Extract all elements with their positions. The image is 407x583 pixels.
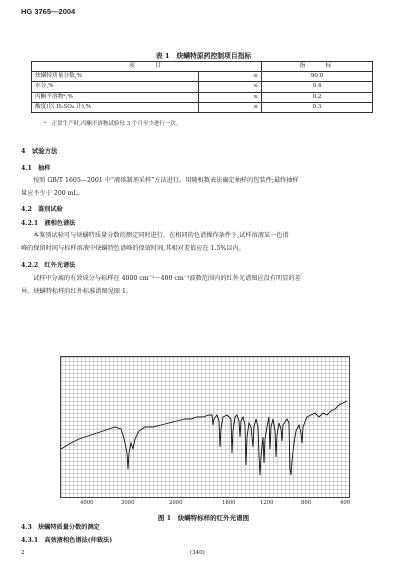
section-4-1-text-line2: 量应不少于 200 mL。	[21, 190, 84, 197]
table-row	[32, 92, 373, 102]
x-tick-label: 3000	[121, 500, 135, 506]
section-4-2-2-text-line2: 异。炔螨特标样的红外标准谱图见图 1。	[21, 288, 133, 295]
x-tick-label: 400	[340, 500, 351, 506]
table-header-row	[32, 62, 373, 72]
section-4-3-1-heading: 4.3.1 高效液相色谱法(仲裁法)	[21, 537, 113, 544]
row-operator: ≤	[199, 82, 262, 92]
section-4-2-1-text-line1: 本鉴别试验可与炔螨特质量分数的测定同时进行。在相同的色谱操作条件下,试样溶液某一色谱	[33, 232, 289, 239]
table-row	[32, 102, 373, 112]
row-value: 90.0	[262, 72, 373, 82]
row-value: 0.3	[262, 102, 373, 112]
ir-spectrum-trace	[61, 401, 347, 475]
section-4-1-text-line1: 按照 GB/T 1605—2001 中“液体制剂采样”方法进行。用随机数表法确定抽样的包装件;最终抽样	[33, 177, 299, 184]
section-4-2-1-heading: 4.2.1 液相色谱法	[21, 220, 76, 227]
x-tick-label: 1600	[222, 500, 236, 506]
table-row	[32, 82, 373, 92]
row-item: 炔螨特质量分数,%	[32, 72, 199, 82]
section-4-2-2-text-line1: 试样中分离的有效成分与标样在 4000 cm⁻¹～400 cm⁻¹波数范围内的红外光谱图应没有明显的差	[33, 275, 301, 282]
section-4-2-heading: 4.2 鉴别试验	[21, 206, 63, 213]
row-item: 酸度(以 H₂SO₄ 计),%	[32, 102, 199, 112]
row-operator: ≤	[199, 102, 262, 112]
table-header-item: 项 目	[32, 62, 262, 72]
row-item: 丙酮不溶物ᵃ,%	[32, 92, 199, 102]
row-value: 0.4	[262, 82, 373, 92]
page-number: 2	[21, 550, 25, 556]
table-row	[32, 72, 373, 82]
ir-spectrum-plot	[61, 357, 349, 497]
table-title: 表 1 炔螨特原药控制项目指标	[155, 52, 252, 60]
x-tick-label: 800	[301, 500, 312, 506]
section-4-3-heading: 4.3 炔螨特质量分数的测定	[21, 524, 100, 531]
x-tick-label: 1200	[260, 500, 274, 506]
figure-caption: 图 1 炔螨特标样的红外光谱图	[157, 514, 250, 522]
table-header-value: 指 标	[262, 62, 373, 72]
row-operator: ≤	[199, 92, 262, 102]
table-footnote: ᵃ 正常生产时,丙酮不溶物试验每 3 个月至少进行一次。	[44, 121, 182, 127]
ir-spectrum-graph	[60, 356, 350, 498]
spec-table	[31, 61, 373, 113]
row-operator: ≥	[199, 72, 262, 82]
section-4-heading: 4 试验方法	[21, 147, 58, 155]
section-4-2-1-text-line2: 峰的保留时间与标样溶液中炔螨特色谱峰的保留时间,其相对差值应在 1.5%以内。	[21, 245, 245, 252]
total-page-number: (340)	[190, 550, 205, 556]
x-tick-label: 2000	[169, 500, 183, 506]
row-item: 水分,%	[32, 82, 199, 92]
row-value: 0.2	[262, 92, 373, 102]
standard-number: HG 3765—2004	[21, 7, 76, 16]
section-4-2-2-heading: 4.2.2 红外光谱法	[21, 262, 76, 269]
x-tick-label: 4000	[80, 500, 94, 506]
section-4-1-heading: 4.1 抽样	[21, 165, 51, 172]
